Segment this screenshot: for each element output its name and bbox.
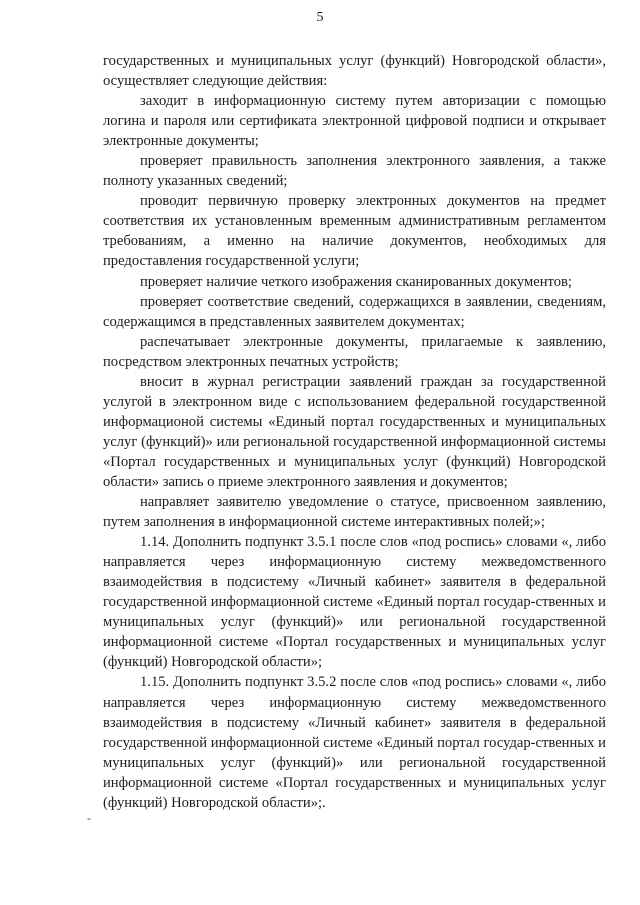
paragraph-notify: направляет заявителю уведомление о статусе, присвоенном заявлению, путем заполнения в информационной системе интерактивных полей;»; — [103, 494, 606, 531]
paragraph-check-form: проверяет правильность заполнения электронного заявления, а также полноту указанных сведений; — [103, 153, 606, 190]
paragraph-clause-1-15: 1.15. Дополнить подпункт 3.5.2 после слов «под роспись» словами «, либо направляется через информационную систему межведомственного взаимодействия в подсистему «Личный кабинет» заявителя в федеральной государственной информационной системе «Единый портал государ-ственных и муниципальных услуг (функций)» или региональной государственной информационной системе «Портал государственных и муниципальных услуг (функций) Новгородской области»;. — [103, 674, 606, 811]
document-body — [103, 51, 606, 813]
page-number: 5 — [316, 10, 324, 25]
paragraph-login: заходит в информационную систему путем авторизации с помощью логина и пароля или сертификата электронной цифровой подписи и открывает электронные документы; — [103, 93, 606, 150]
paragraph-primary-check: проводит первичную проверку электронных документов на предмет соответствия их установленным временным административным регламентом требованиям, а именно на наличие документов, необходимых для предоставления государственной услуги; — [103, 193, 606, 270]
paragraph-continuation: государственных и муниципальных услуг (функций) Новгородской области», осуществляет следующие действия: — [103, 53, 606, 90]
paragraph-print: распечатывает электронные документы, прилагаемые к заявлению, посредством электронных печатных устройств; — [103, 333, 606, 370]
paragraph-scan-check: проверяет наличие четкого изображения сканированных документов; — [140, 273, 572, 290]
paragraph-register: вносит в журнал регистрации заявлений граждан за государственной услугой в электронном виде с использованием федеральной государственной информационой системы «Единый портал государственных и муниципальных услуг (функций)» или региональной государственной информационной системы «Портал государственных и муниципальных услуг (функций) Новгородской области» запись о приеме электронного заявления и документов; — [103, 373, 606, 490]
paragraph-data-match: проверяет соответствие сведений, содержащихся в заявлении, сведениям, содержащимся в представленных заявителем документах; — [103, 293, 606, 330]
paragraph-clause-1-14: 1.14. Дополнить подпункт 3.5.1 после слов «под роспись» словами «, либо направляется через информационную систему межведомственного взаимодействия в подсистему «Личный кабинет» заявителя в федеральной государственной информационной системе «Единый портал государ-ственных и муниципальных услуг (функций)» или региональной государственной информационной системе «Портал государственных и муниципальных услуг (функций) Новгородской области»; — [103, 534, 606, 671]
margin-dash-mark: - — [87, 811, 91, 825]
